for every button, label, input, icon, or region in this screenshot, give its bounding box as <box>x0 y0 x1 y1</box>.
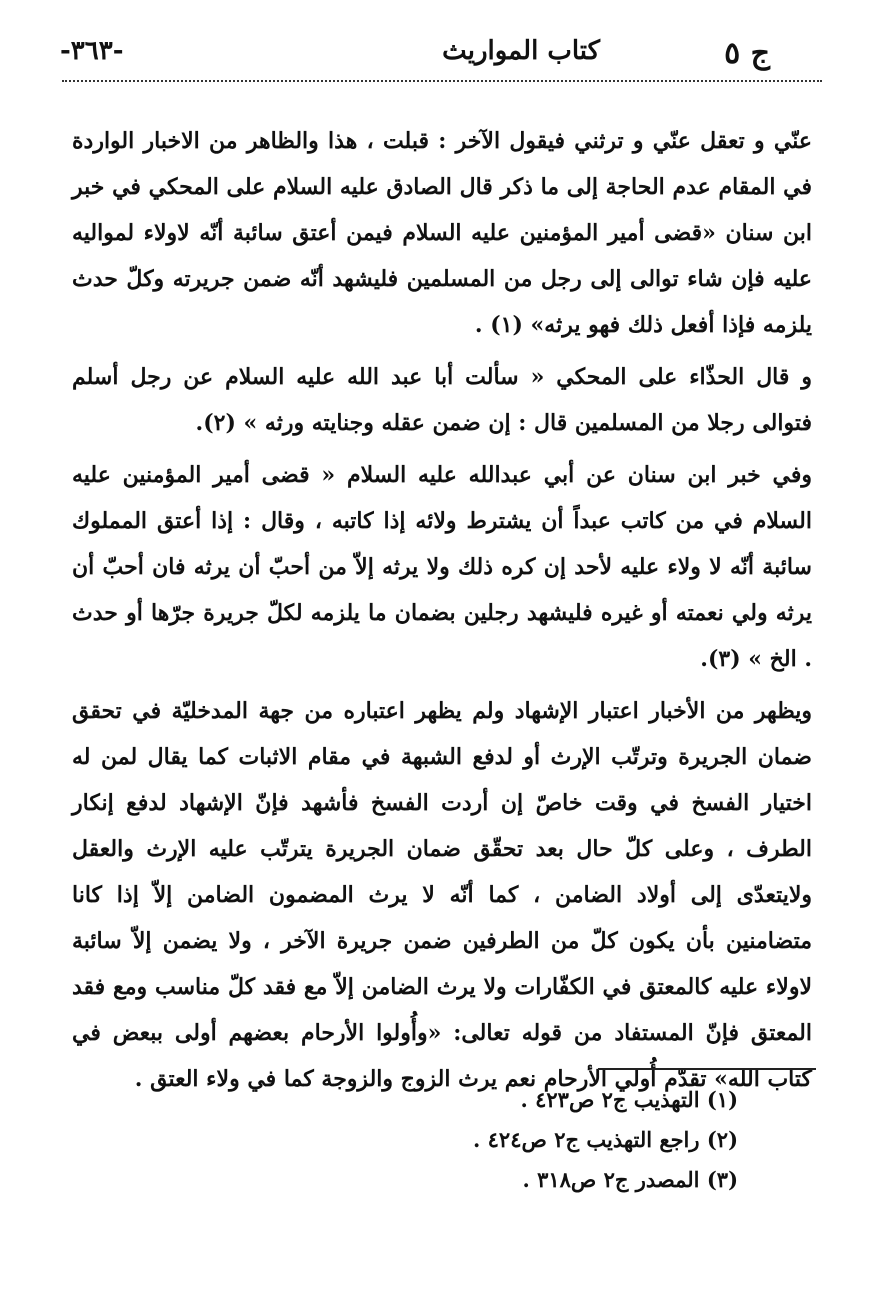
page-number: -٣٦٣- <box>60 36 124 66</box>
footnote: (١) التهذيب ج٢ ص٤٢٣ . <box>520 1087 738 1112</box>
footnote: (٢) راجع التهذيب ج٢ ص٤٢٤ . <box>473 1127 738 1152</box>
book-title: كتاب المواريث <box>442 36 600 66</box>
footnote-divider <box>598 1068 816 1070</box>
paragraph: و قال الحذّاء على المحكي « سألت أبا عبد الله عليه السلام عن رجل أسلم فتوالى رجلا من المسلمين قال : إن ضمن عقله وجنايته ورثه » (٢). <box>72 364 812 436</box>
header-divider <box>62 80 822 82</box>
paragraph: وفي خبر ابن سنان عن أبي عبدالله عليه السلام « قضى أمير المؤمنين عليه السلام في من كاتب عبداً أن يشترط ولائه إذا كاتبه ، وقال : إذا أعتق المملوك سائبة أنّه لا ولاء عليه لأحد إن كره ذلك ولا يرثه إلاّ من أحبّ أن يرثه فان أحبّ أن يرثه ولي نعمته أو غيره فليشهد رجلين بضمان ما يلزمه لكلّ جريرة جرّها أو حدث . الخ » (٣). <box>72 462 812 672</box>
paragraph: عنّي و تعقل عنّي و ترثني فيقول الآخر : قبلت ، هذا والظاهر من الاخبار الواردة في المقام عدم الحاجة إلى ما ذكر قال الصادق عليه السلام على المحكي في خبر ابن سنان «قضى أمير المؤمنين عليه السلام فيمن أعتق سائبة أنّه لاولاء لمواليه عليه فإن شاء توالى إلى رجل من المسلمين فليشهد أنّه ضمن جريرته وكلّ حدث يلزمه فإذا أفعل ذلك فهو يرثه» (١) . <box>72 128 812 338</box>
footnotes <box>330 1080 738 1200</box>
footnote: (٣) المصدر ج٢ ص٣١٨ . <box>522 1167 738 1192</box>
page-header <box>60 30 770 76</box>
main-text <box>72 118 812 1108</box>
volume-label: ج ٥ <box>724 36 770 71</box>
paragraph: ويظهر من الأخبار اعتبار الإشهاد ولم يظهر اعتباره من جهة المدخليّة في تحقق ضمان الجريرة وترتّب الإرث أو لدفع الشبهة في مقام الاثبات كما يقال لمن له اختيار الفسخ في وقت خاصّ إن أردت الفسخ فأشهد فإنّ الإشهاد لدفع إنكار الطرف ، وعلى كلّ حال بعد تحقّق ضمان الجريرة يترتّب عليه الإرث والعقل ولايتعدّى إلى أولاد الضامن ، كما أنّه لا يرث المضمون الضامن إلاّ إذا كانا متضامنين بأن يكون كلّ من الطرفين ضمن جريرة الآخر ، ولا يضمن إلاّ سائبة لاولاء عليه كالمعتق في الكفّارات ولا يرث الضامن إلاّ مع فقد كلّ مناسب ومع فقد المعتق فإنّ المستفاد من قوله تعالى: «وأُولوا الأرحام بعضهم أولى ببعض في كتاب الله» تقدّم أُولي الأرحام نعم يرث الزوج والزوجة كما في ولاء العتق . <box>72 698 812 1092</box>
